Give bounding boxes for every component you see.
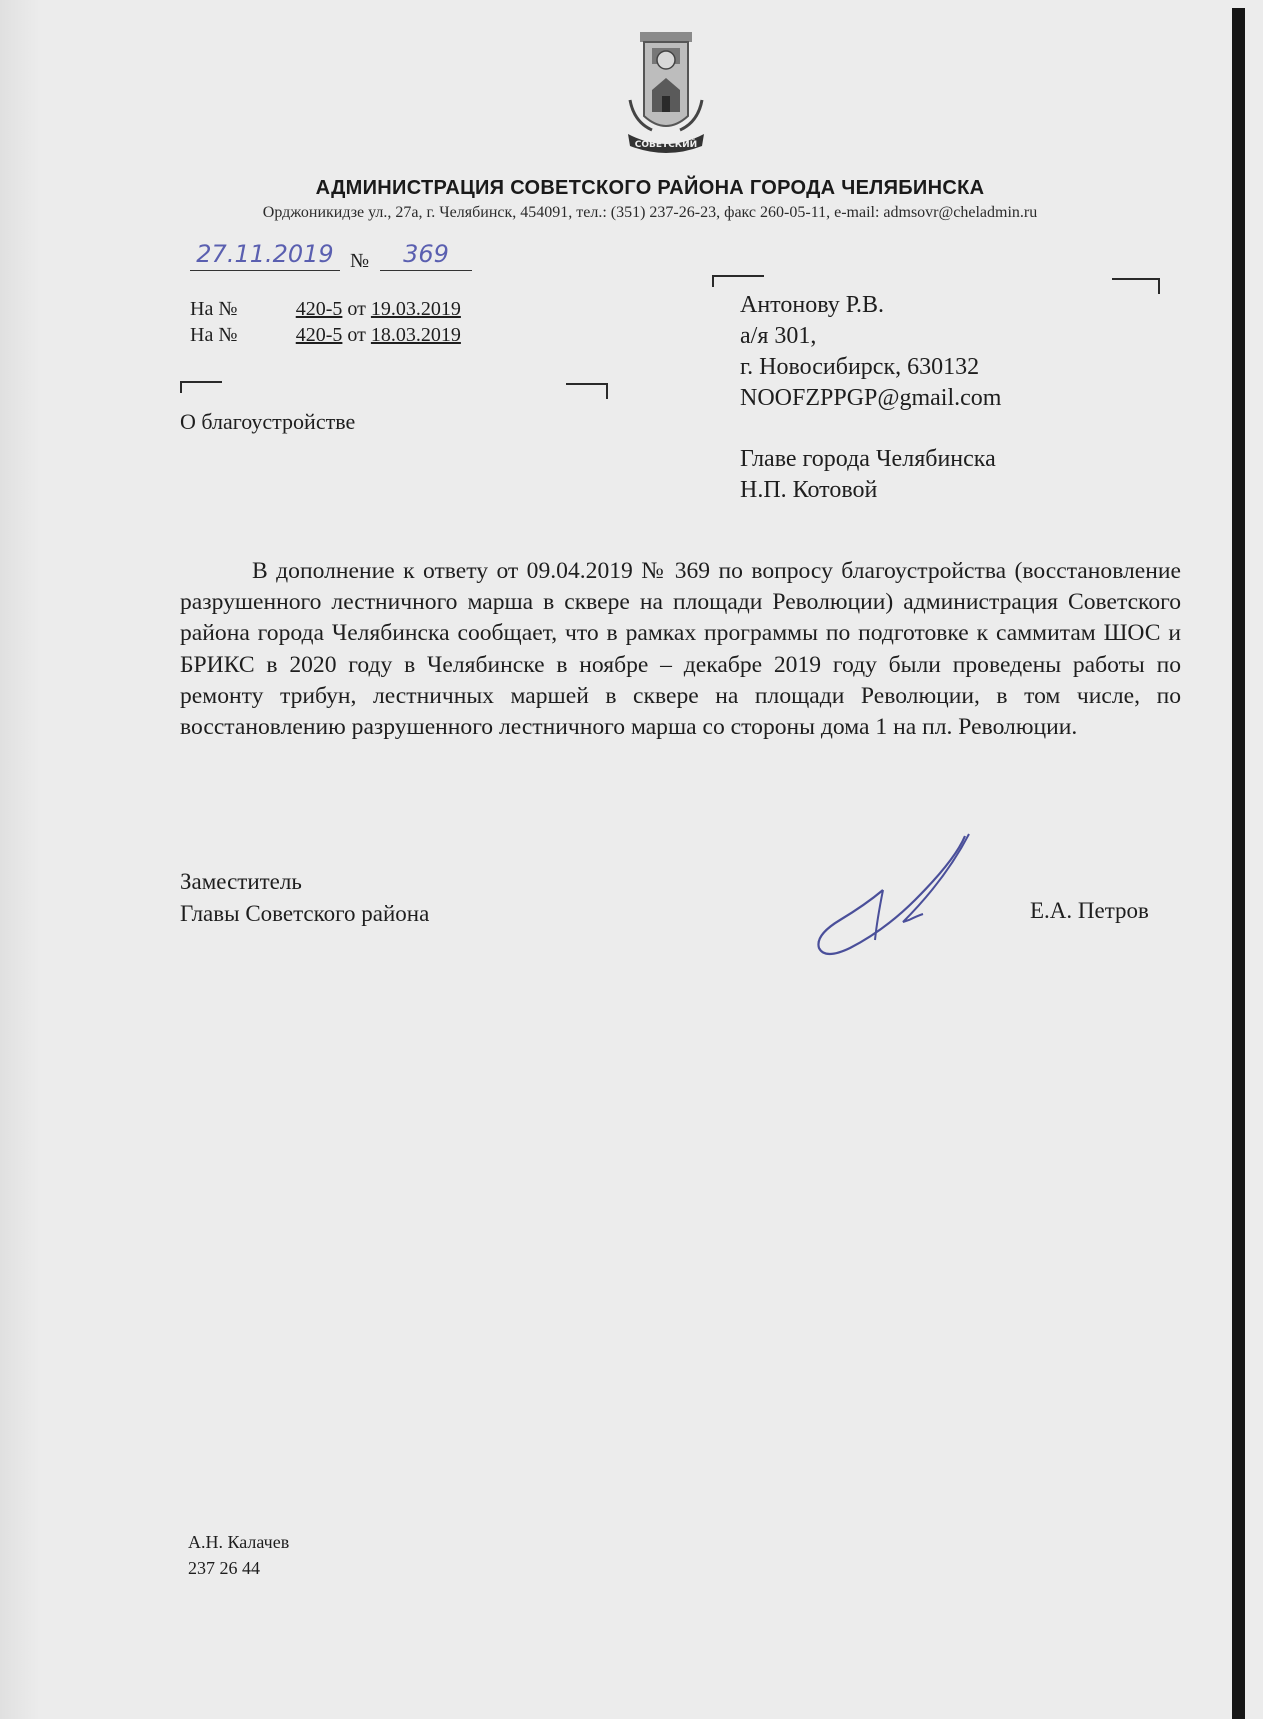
scan-shadow [0, 0, 40, 1719]
signatory-title-line1: Заместитель [180, 869, 302, 894]
registration-date: 27.11.2019 [190, 240, 340, 271]
scan-border [1232, 8, 1245, 1719]
copy-recipient-line1: Главе города Челябинска [740, 446, 996, 472]
reference-date: 18.03.2019 [370, 324, 461, 346]
recipient-city: г. Новосибирск, 630132 [740, 354, 980, 380]
recipient-po-box: а/я 301, [740, 323, 817, 349]
reference-prefix: На № [190, 298, 238, 320]
recipient-email: NOOFZPPGP@gmail.com [740, 385, 1002, 411]
copy-recipient-line2: Н.П. Котовой [740, 477, 878, 503]
reference-date: 19.03.2019 [370, 298, 461, 320]
executor-phone: 237 26 44 [188, 1558, 260, 1578]
subject-corner-right [566, 383, 608, 399]
organization-title: АДМИНИСТРАЦИЯ СОВЕТСКОГО РАЙОНА ГОРОДА ЧЕЛЯБИНСКА [315, 177, 985, 199]
reference-from: от [347, 324, 366, 346]
executor-name: А.Н. Калачев [188, 1532, 290, 1552]
organization-address: Орджоникидзе ул., 27а, г. Челябинск, 454091, тел.: (351) 237-26-23, факс 260-05-11, e-mail: admsovr@cheladmin.ru [262, 204, 1038, 221]
copy-recipient-block [740, 444, 996, 506]
registration-number: 369 [380, 240, 472, 271]
reference-prefix: На № [190, 324, 238, 346]
reference-from: от [347, 298, 366, 320]
recipient-corner-right [1112, 278, 1160, 294]
registration-number-label: № [350, 250, 370, 272]
recipient-name: Антонову Р.В. [740, 292, 885, 318]
reference-number: 420-5 [295, 324, 343, 346]
reference-line [190, 298, 461, 321]
reference-line [190, 324, 461, 347]
subject-line: О благоустройстве [180, 409, 356, 434]
subject-corner-left [180, 381, 222, 393]
coat-of-arms-emblem [622, 30, 710, 158]
recipient-block [740, 290, 1001, 414]
signatory-title-line2: Главы Советского района [180, 901, 430, 926]
reference-number: 420-5 [295, 298, 343, 320]
letter-body: В дополнение к ответу от 09.04.2019 № 369 по вопросу благоустройства (восстановление разрушенного лестничного марша в сквере на площади Революции) администрация Советского района города Челябинска сообщает, что в рамках программы по подготовке к саммитам ШОС и БРИКС в 2020 году в Челябинске в ноябре – декабре 2019 году были проведены работы по ремонту трибун, лестничных маршей в сквере на площади Революции, в том числе, по восстановлению разрушенного лестничного марша со стороны дома 1 на пл. Революции. [180, 558, 1181, 741]
handwritten-signature [805, 830, 980, 960]
executor-block [188, 1529, 289, 1581]
signatory-name: Е.А. Петров [1030, 898, 1149, 923]
emblem-ribbon-text: СОВЕТСКИЙ [634, 140, 698, 150]
signatory-title [180, 866, 429, 930]
recipient-corner-left [712, 275, 764, 287]
